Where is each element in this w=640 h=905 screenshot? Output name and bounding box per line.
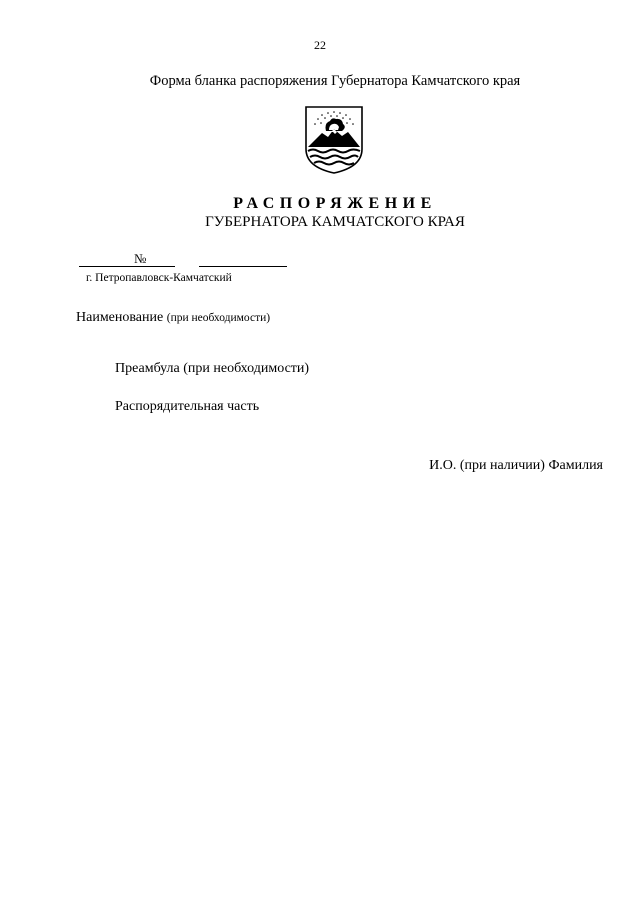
document-subtitle: ГУБЕРНАТОРА КАМЧАТСКОГО КРАЯ <box>205 214 465 230</box>
naming-line <box>76 310 270 326</box>
date-blank-line <box>79 266 175 267</box>
orders-text: Распорядительная часть <box>115 399 260 414</box>
city-label: г. Петропавловск-Камчатский <box>86 272 232 284</box>
document-title: РАСПОРЯЖЕНИЕ <box>233 195 437 212</box>
number-blank-line <box>199 266 287 267</box>
form-title: Форма бланка распоряжения Губернатора Камчатского края <box>149 73 521 89</box>
page-number: 22 <box>314 38 326 52</box>
kamchatka-coat-of-arms-icon <box>302 103 366 175</box>
signature-line: И.О. (при наличии) Фамилия <box>429 458 603 473</box>
naming-label: Наименование <box>76 310 164 325</box>
preamble-text: Преамбула (при необходимости) <box>115 361 310 376</box>
number-sign: № <box>134 251 147 266</box>
naming-note: (при необходимости) <box>166 312 271 324</box>
